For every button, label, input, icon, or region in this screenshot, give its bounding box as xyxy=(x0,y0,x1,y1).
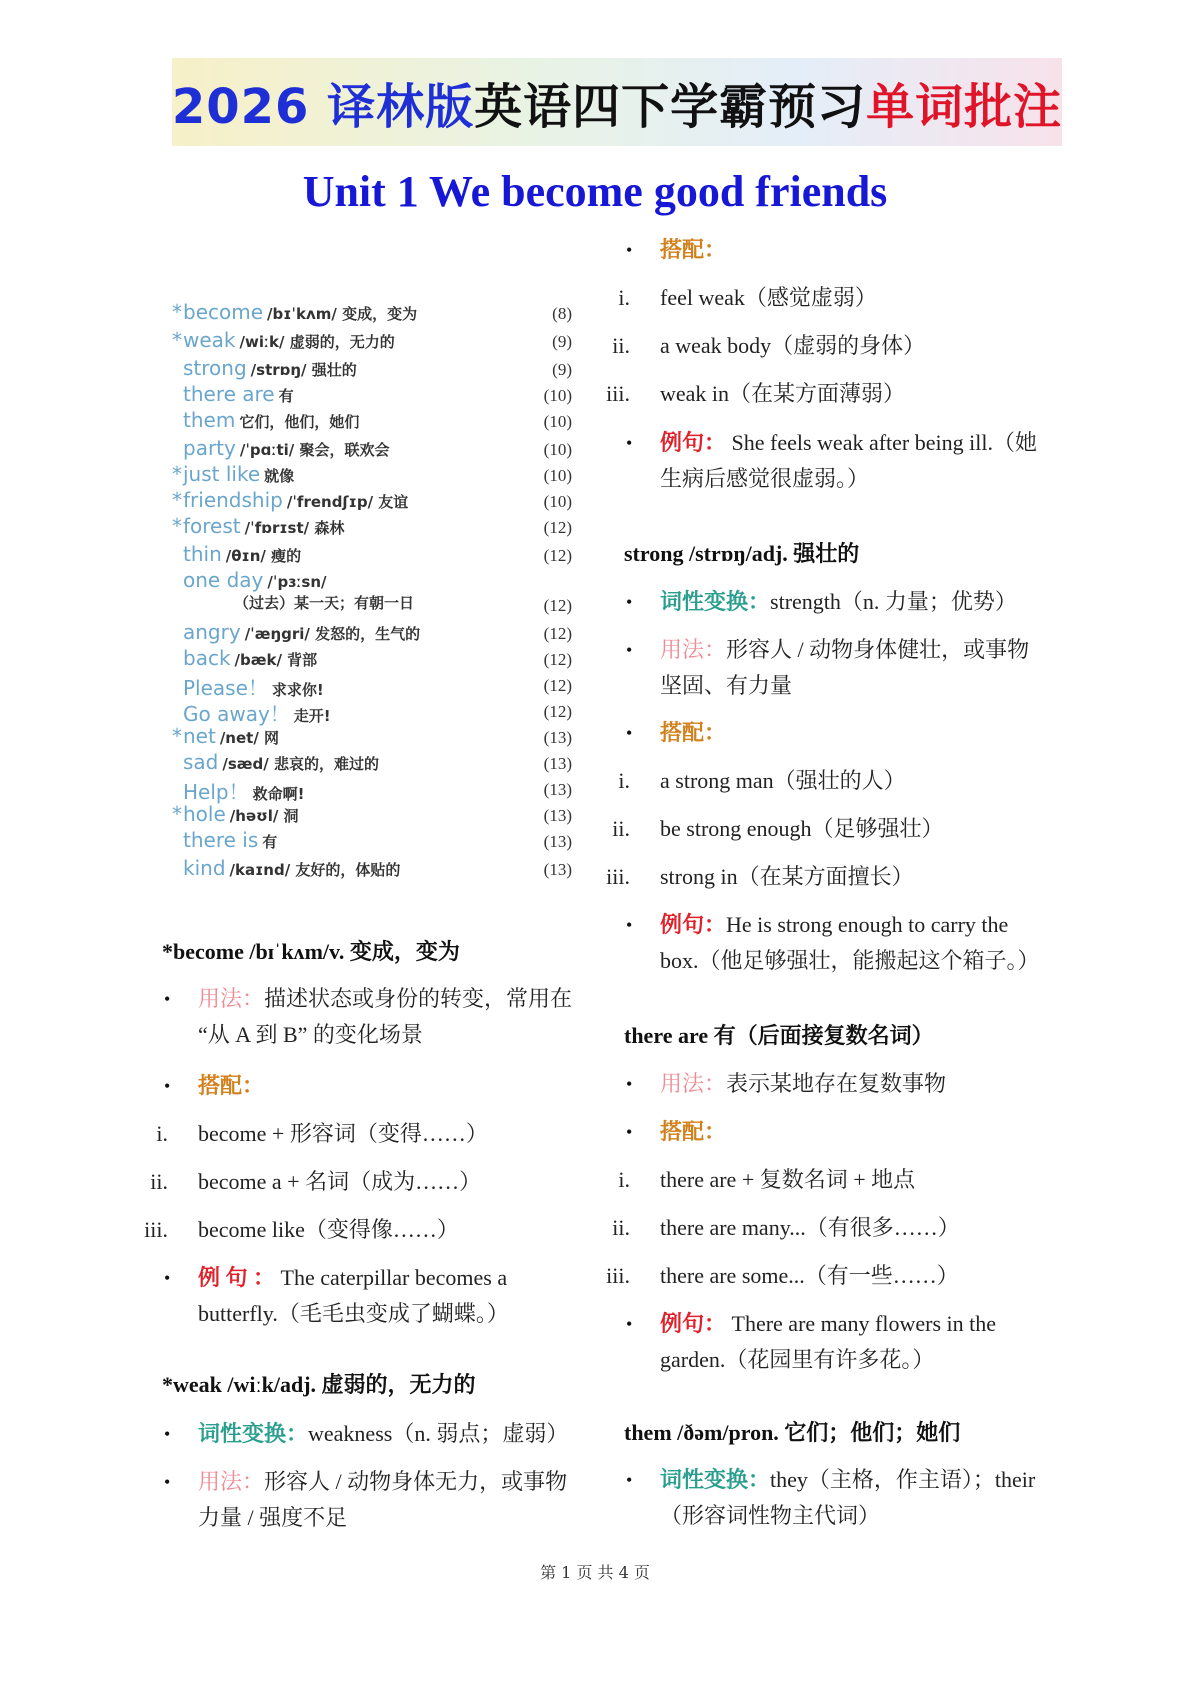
them-pos-change: • 词性变换：they（主格，作主语）；their（形容词性物主代词） xyxy=(626,1467,1036,1528)
vocab-word-text: net xyxy=(183,724,216,748)
vocab-page-number: (12) xyxy=(543,650,572,669)
vocab-meaning: /ˈpɑːti/ 聚会，联欢会 xyxy=(239,441,390,459)
page-footer: 第 1 页 共 4 页 xyxy=(540,1563,650,1582)
vocab-page-number: (8) xyxy=(552,304,572,323)
there-are-coll-2: ii. there are many...（有很多……） xyxy=(612,1215,960,1240)
vocab-word xyxy=(183,698,331,727)
vocab-meaning: /ˈæŋgri/ 发怒的，生气的 xyxy=(244,625,421,643)
entry-head-become: *become /bɪˈkʌm/v. 变成，变为 xyxy=(162,939,460,964)
vocab-star: * xyxy=(172,328,182,352)
vocab-page-number: (13) xyxy=(543,728,572,747)
vocab-page-number: (13) xyxy=(543,806,572,825)
vocab-star: * xyxy=(172,488,182,512)
vocab-page-number: (10) xyxy=(543,412,572,431)
vocab-word-text: become xyxy=(183,300,264,324)
vocab-word-text: one day xyxy=(183,568,264,592)
strong-collocations: • 搭配： xyxy=(626,720,727,745)
vocab-row xyxy=(172,750,572,776)
vocab-star: * xyxy=(172,802,182,826)
vocab-word xyxy=(183,356,357,380)
vocab-row xyxy=(172,462,572,488)
vocab-word-text: friendship xyxy=(183,488,283,512)
become-usage: • 用法：描述状态或身份的转变，常用在 “从 A 到 B” 的变化场景 xyxy=(164,986,573,1047)
vocab-row xyxy=(172,542,572,568)
vocab-word-text: thin xyxy=(183,542,222,566)
vocab-row xyxy=(172,724,572,750)
vocab-row xyxy=(172,646,572,672)
vocab-row xyxy=(172,436,572,462)
weak-usage: • 用法：形容人 / 动物身体无力，或事物力量 / 强度不足 xyxy=(164,1469,568,1530)
strong-coll-2: ii. be strong enough（足够强壮） xyxy=(612,816,944,841)
strong-coll-1: i. a strong man（强壮的人） xyxy=(618,768,906,793)
vocab-word-text: Go away！ xyxy=(183,702,290,726)
vocab-row xyxy=(172,592,572,618)
vocab-word xyxy=(183,750,379,774)
vocab-row xyxy=(172,802,572,828)
vocab-star: * xyxy=(172,300,182,324)
vocab-word xyxy=(183,620,420,644)
vocab-row xyxy=(172,568,572,594)
entry-head-weak: *weak /wiːk/adj. 虚弱的，无力的 xyxy=(162,1372,476,1397)
vocab-page-number: (12) xyxy=(543,624,572,643)
become-coll-1: i. become + 形容词（变得……） xyxy=(156,1121,488,1146)
vocab-meaning: 有 xyxy=(278,387,294,405)
strong-usage: • 用法：形容人 / 动物身体健壮，或事物坚固、有力量 xyxy=(626,637,1030,698)
vocab-word xyxy=(183,724,279,748)
vocab-word xyxy=(183,646,317,670)
entry-head-strong: strong /strɒŋ/adj. 强壮的 xyxy=(624,541,860,566)
vocab-word-text: there is xyxy=(183,828,259,852)
vocab-word xyxy=(183,802,299,826)
vocab-meaning: /wiːk/ 虚弱的，无力的 xyxy=(239,333,395,351)
entry-head-them: them /ðəm/pron. 它们；他们；她们 xyxy=(624,1420,961,1445)
vocab-page-number: (13) xyxy=(543,754,572,773)
vocab-word-text: angry xyxy=(183,620,241,644)
vocab-page-number: (10) xyxy=(543,386,572,405)
vocab-word-text: there are xyxy=(183,382,275,406)
vocab-page-number: (13) xyxy=(543,780,572,799)
vocab-page-number: (12) xyxy=(543,518,572,537)
page-banner xyxy=(172,58,1062,146)
vocab-row xyxy=(172,776,572,802)
become-example: • 例 句 ： The caterpillar becomes a butterfly.（毛毛虫变成了蝴蝶。） xyxy=(164,1265,509,1326)
usage-tag: 用法： xyxy=(198,986,265,1011)
vocab-row xyxy=(172,300,572,326)
vocab-page-number: (10) xyxy=(543,466,572,485)
banner-part1: 2026 译林版 xyxy=(171,78,475,135)
vocab-word-text: them xyxy=(183,408,236,432)
banner-part2: 英语四下学霸预习 xyxy=(474,78,867,135)
vocab-row xyxy=(172,698,572,724)
vocab-meaning: /bæk/ 背部 xyxy=(234,651,318,669)
strong-coll-3: iii. strong in（在某方面擅长） xyxy=(606,864,914,889)
vocab-page-number: (9) xyxy=(552,332,572,351)
vocab-word xyxy=(183,514,344,538)
vocab-row xyxy=(172,488,572,514)
vocab-word xyxy=(183,436,389,460)
vocab-meaning: 就像 xyxy=(264,467,295,485)
vocab-meaning: 求求你! xyxy=(271,681,324,699)
strong-pos-change: • 词性变换：strength（n. 力量；优势） xyxy=(626,589,1017,614)
become-coll-2: ii. become a + 名词（成为……） xyxy=(150,1169,482,1194)
vocab-meaning: /həʊl/ 洞 xyxy=(229,807,299,825)
vocab-word xyxy=(183,488,408,512)
vocab-page-number: (9) xyxy=(552,360,572,379)
there-are-collocations: • 搭配： xyxy=(626,1119,727,1144)
vocab-word-text: hole xyxy=(183,802,226,826)
vocab-meaning: （过去）某一天；有朝一日 xyxy=(234,594,415,612)
vocab-page-number: (10) xyxy=(543,492,572,511)
weak-pos-change: • 词性变换：weakness（n. 弱点；虚弱） xyxy=(164,1421,569,1446)
vocab-word xyxy=(183,462,294,486)
vocab-word xyxy=(183,568,327,592)
vocab-meaning: /θɪn/ 瘦的 xyxy=(225,547,302,565)
weak-coll-2: ii. a weak body（虚弱的身体） xyxy=(612,333,926,358)
vocab-word-text: just like xyxy=(183,462,261,486)
vocab-meaning: /ˈfrendʃɪp/ 友谊 xyxy=(286,493,409,511)
vocab-word-text: Help！ xyxy=(183,780,249,804)
vocab-word-text: forest xyxy=(183,514,241,538)
vocab-star: * xyxy=(172,724,182,748)
vocab-meaning: /ˈpɜːsn/ xyxy=(267,573,327,591)
vocab-row xyxy=(172,672,572,698)
weak-coll-3: iii. weak in（在某方面薄弱） xyxy=(606,381,906,406)
vocab-page-number: (13) xyxy=(543,832,572,851)
vocab-meaning: /sæd/ 悲哀的，难过的 xyxy=(222,755,379,773)
become-collocations: • 搭配： xyxy=(164,1073,265,1098)
vocab-page-number: (12) xyxy=(543,546,572,565)
vocab-row xyxy=(172,328,572,354)
there-are-coll-1: i. there are + 复数名词 + 地点 xyxy=(618,1167,916,1192)
vocab-word-text: strong xyxy=(183,356,247,380)
vocab-page-number: (12) xyxy=(543,596,572,615)
vocab-page-number: (12) xyxy=(543,676,572,695)
vocab-word xyxy=(183,856,400,880)
vocab-row xyxy=(172,620,572,646)
vocab-word xyxy=(183,328,395,352)
vocab-word-text: kind xyxy=(183,856,226,880)
vocab-row xyxy=(172,856,572,882)
vocab-meaning: /strɒŋ/ 强壮的 xyxy=(250,361,357,379)
strong-example: • 例句：He is strong enough to carry the box.（他足够强壮，能搬起这个箱子。） xyxy=(626,912,1040,973)
become-coll-3: iii. become like（变得像……） xyxy=(144,1217,459,1242)
vocab-word-text: weak xyxy=(183,328,236,352)
vocab-row xyxy=(172,514,572,540)
vocab-word-text: party xyxy=(183,436,236,460)
there-are-example: • 例句： There are many flowers in the garden.（花园里有许多花。） xyxy=(626,1311,997,1372)
there-are-usage: • 用法：表示某地存在复数事物 xyxy=(626,1071,947,1096)
vocab-meaning: /net/ 网 xyxy=(219,729,280,747)
vocab-meaning: /bɪˈkʌm/ 变成，变为 xyxy=(267,305,418,323)
vocab-meaning: 有 xyxy=(262,833,278,851)
vocab-meaning: 它们，他们，她们 xyxy=(239,413,360,431)
vocab-row xyxy=(172,382,572,408)
vocab-meaning: /kaɪnd/ 友好的，体贴的 xyxy=(229,861,401,879)
weak-example: • 例句： She feels weak after being ill.（她生病后感觉很虚弱。） xyxy=(626,430,1037,491)
vocab-star: * xyxy=(172,462,182,486)
weak-collocations: • 搭配： xyxy=(626,237,727,262)
vocab-word xyxy=(183,672,324,701)
vocab-word xyxy=(183,300,417,324)
vocab-row xyxy=(172,408,572,434)
vocab-meaning: /ˈfɒrɪst/ 森林 xyxy=(244,519,345,537)
vocab-word-text: Please！ xyxy=(183,676,268,700)
vocab-meaning: 救命啊! xyxy=(252,785,305,803)
vocab-word-text: back xyxy=(183,646,231,670)
vocab-word xyxy=(183,828,277,852)
vocab-star: * xyxy=(172,514,182,538)
vocab-word xyxy=(183,408,359,432)
vocab-word xyxy=(183,542,301,566)
vocab-page-number: (10) xyxy=(543,440,572,459)
vocab-word xyxy=(183,776,304,805)
entry-head-there-are: there are 有（后面接复数名词） xyxy=(624,1023,934,1048)
vocab-word-text: sad xyxy=(183,750,219,774)
vocab-row xyxy=(172,828,572,854)
unit-title: Unit 1 We become good friends xyxy=(302,167,888,216)
there-are-coll-3: iii. there are some...（有一些……） xyxy=(606,1263,959,1288)
banner-part3: 单词批注 xyxy=(866,78,1063,135)
vocab-meaning: 走开! xyxy=(293,707,331,725)
vocab-page-number: (13) xyxy=(543,860,572,879)
vocab-word xyxy=(183,382,294,406)
vocab-page-number: (12) xyxy=(543,702,572,721)
weak-coll-1: i. feel weak（感觉虚弱） xyxy=(618,285,877,310)
vocab-row xyxy=(172,356,572,382)
